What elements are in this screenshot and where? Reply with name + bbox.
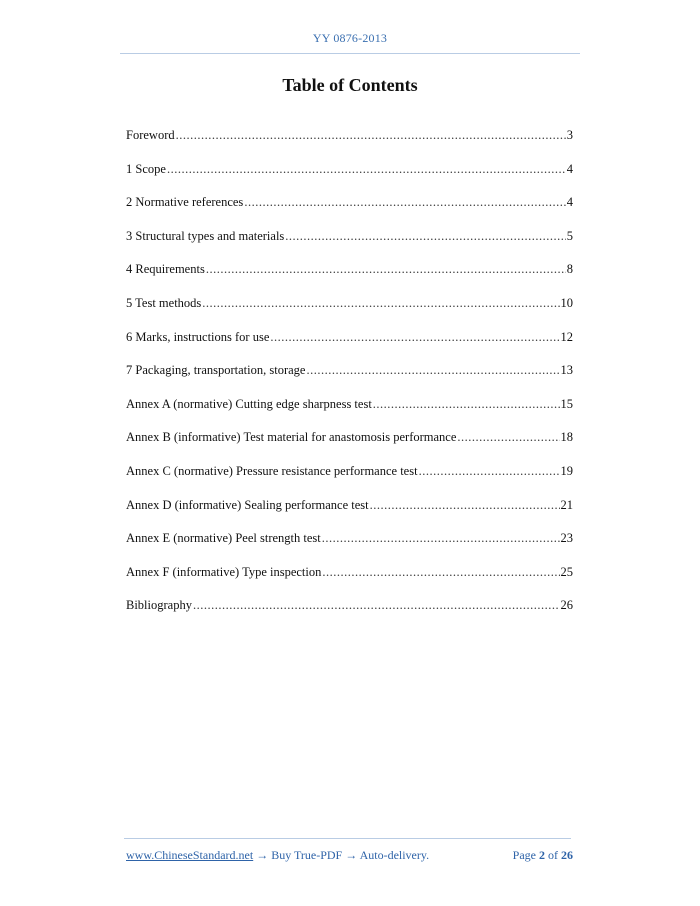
toc-entry-label: Annex C (normative) Pressure resistance performance test [126, 463, 418, 478]
toc-entry[interactable] [126, 463, 573, 497]
toc-dot-leader [306, 362, 559, 378]
toc-entry[interactable] [126, 564, 573, 598]
toc-entry-page: 25 [560, 564, 573, 579]
toc-dot-leader [370, 497, 560, 513]
toc-entry-page: 12 [560, 329, 573, 344]
toc-dot-leader [193, 597, 560, 613]
toc-entry[interactable] [126, 530, 573, 564]
toc-entry-label: Annex D (informative) Sealing performance test [126, 497, 369, 512]
toc-entry[interactable] [126, 228, 573, 262]
toc-entry-label: Foreword [126, 128, 175, 142]
toc-dot-leader [244, 194, 565, 210]
toc-entry-page: 5 [566, 228, 573, 243]
toc-dot-leader [373, 396, 560, 412]
chinese-standard-link[interactable]: www.ChineseStandard.net [126, 848, 254, 862]
page-of-word: of [548, 848, 558, 862]
toc-entry[interactable] [126, 127, 573, 161]
current-page-number: 2 [539, 848, 545, 862]
toc-entry-label: 4 Requirements [126, 262, 205, 277]
footer-promo-text: → Buy True-PDF → Auto-delivery. [253, 848, 430, 862]
toc-entry-label: 6 Marks, instructions for use [126, 329, 270, 344]
toc-entry[interactable] [126, 497, 573, 531]
toc-entry-label: 1 Scope [126, 161, 166, 176]
toc-entry[interactable] [126, 362, 573, 396]
toc-dot-leader [322, 530, 560, 546]
toc-entry-page: 4 [566, 161, 573, 176]
toc-dot-leader [202, 295, 559, 311]
toc-entry-page: 3 [566, 128, 573, 142]
toc-entry-label: Annex E (normative) Peel strength test [126, 531, 321, 546]
toc-entry-page: 26 [560, 598, 573, 613]
toc-entry-label: 7 Packaging, transportation, storage [126, 363, 306, 378]
toc-entry-label: Annex A (normative) Cutting edge sharpness test [126, 396, 372, 411]
toc-entry[interactable] [126, 429, 573, 463]
toc-entry[interactable] [126, 194, 573, 228]
toc-entry-page: 21 [560, 497, 573, 512]
toc-entry[interactable] [126, 396, 573, 430]
page-footer [126, 848, 573, 863]
total-page-count: 26 [561, 848, 573, 862]
toc-dot-leader [322, 564, 559, 580]
toc-dot-leader [176, 127, 566, 143]
toc-dot-leader [206, 261, 566, 277]
toc-entry[interactable] [126, 295, 573, 329]
toc-entry[interactable] [126, 597, 573, 631]
page-indicator [513, 848, 573, 863]
toc-entry-label: Annex F (informative) Type inspection [126, 564, 322, 579]
footer-divider [124, 838, 571, 839]
table-of-contents [126, 127, 573, 631]
toc-dot-leader [285, 228, 565, 244]
toc-dot-leader [419, 463, 560, 479]
toc-entry-label: 3 Structural types and materials [126, 228, 285, 243]
toc-entry-label: 5 Test methods [126, 295, 202, 310]
toc-entry-page: 19 [560, 463, 573, 478]
toc-entry[interactable] [126, 261, 573, 295]
toc-entry-label: 2 Normative references [126, 195, 244, 210]
page-title: Table of Contents [282, 75, 418, 95]
toc-entry-page: 23 [560, 531, 573, 546]
header-divider [120, 53, 580, 54]
toc-entry-page: 8 [566, 262, 573, 277]
toc-entry-page: 13 [560, 363, 573, 378]
toc-entry-page: 10 [560, 295, 573, 310]
toc-entry-page: 4 [566, 195, 573, 210]
toc-entry-label: Bibliography [126, 598, 192, 613]
toc-entry[interactable] [126, 329, 573, 363]
toc-entry-page: 18 [560, 430, 573, 445]
footer-promo [126, 848, 429, 863]
document-code-header: YY 0876-2013 [312, 31, 388, 45]
toc-dot-leader [270, 329, 559, 345]
toc-entry[interactable] [126, 161, 573, 195]
toc-dot-leader [167, 161, 566, 177]
toc-entry-label: Annex B (informative) Test material for anastomosis performance [126, 430, 457, 445]
page-word: Page [512, 848, 536, 862]
toc-entry-page: 15 [560, 396, 573, 411]
toc-dot-leader [457, 429, 559, 445]
